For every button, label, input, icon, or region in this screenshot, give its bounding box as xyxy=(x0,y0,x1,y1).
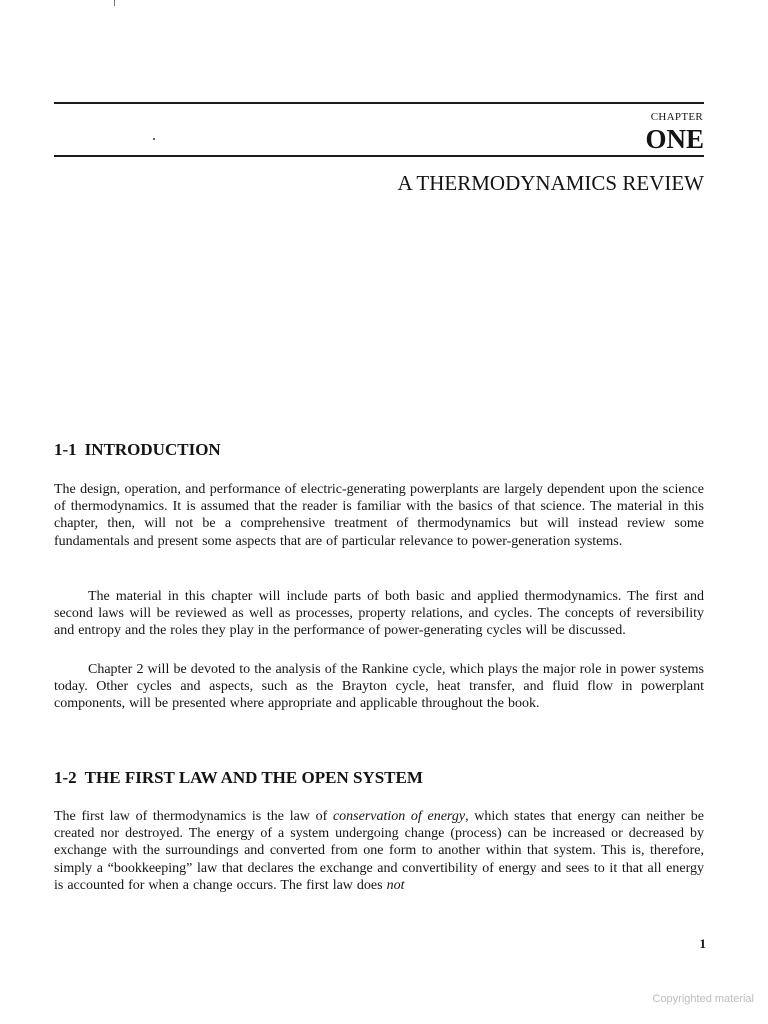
paragraph-intro-2: The material in this chapter will include parts of both basic and applied thermodynamics. The first and second laws will be reviewed as well as processes, property relations, and cycles. The concepts of reversibility and entropy and the roles they play in the performance of power-generating cycles will be discussed. xyxy=(54,589,704,639)
paragraph-intro-3: Chapter 2 will be devoted to the analysis of the Rankine cycle, which plays the major role in power systems today. Other cycles and aspects, such as the Brayton cycle, heat transfer, and fluid flow in powerplant components, will be presented where appropriate and applicable throughout the book. xyxy=(54,662,704,712)
scan-speck xyxy=(153,138,155,140)
section-title: INTRODUCTION xyxy=(84,440,221,459)
chapter-title: A THERMODYNAMICS REVIEW xyxy=(397,171,704,195)
text-run: , which states that energy can neither be created nor destroyed. The energy of a system undergoing change (process) can be increased or decreased by exchange with the surroundings and converted from one form to another within that system. This is, therefore, simply a “bookkeeping” law that declares the exchange and convertibility of energy and sees to it that all energy is accounted for when a change occurs. The first law does xyxy=(54,809,704,893)
section-heading-first-law xyxy=(54,767,423,789)
section-number: 1-1 xyxy=(54,440,77,459)
paragraph-intro-1: The design, operation, and performance of electric-generating powerplants are largely dependent upon the science of thermodynamics. It is assumed that the reader is familiar with the basics of that science. The material in this chapter, then, will not be a comprehensive treatment of thermodynamics but will instead review some fundamentals and present some aspects that are of particular relevance to power-generation systems. xyxy=(54,482,704,549)
chapter-top-rule xyxy=(54,102,704,104)
page-number: 1 xyxy=(699,936,706,951)
emphasis-conservation-of-energy: conservation of energy xyxy=(332,809,466,824)
chapter-label: CHAPTER xyxy=(650,111,703,123)
section-title: THE FIRST LAW AND THE OPEN SYSTEM xyxy=(84,768,423,787)
text-run: The first law of thermodynamics is the law of xyxy=(54,809,333,824)
chapter-bottom-rule xyxy=(54,155,704,157)
chapter-number: ONE xyxy=(645,124,704,154)
paragraph-first-law xyxy=(54,808,704,894)
section-heading-introduction xyxy=(54,439,221,461)
emphasis-not: not xyxy=(386,877,405,893)
copyright-watermark: Copyrighted material xyxy=(652,993,754,1005)
scan-mark xyxy=(114,0,115,6)
section-number: 1-2 xyxy=(54,768,77,787)
